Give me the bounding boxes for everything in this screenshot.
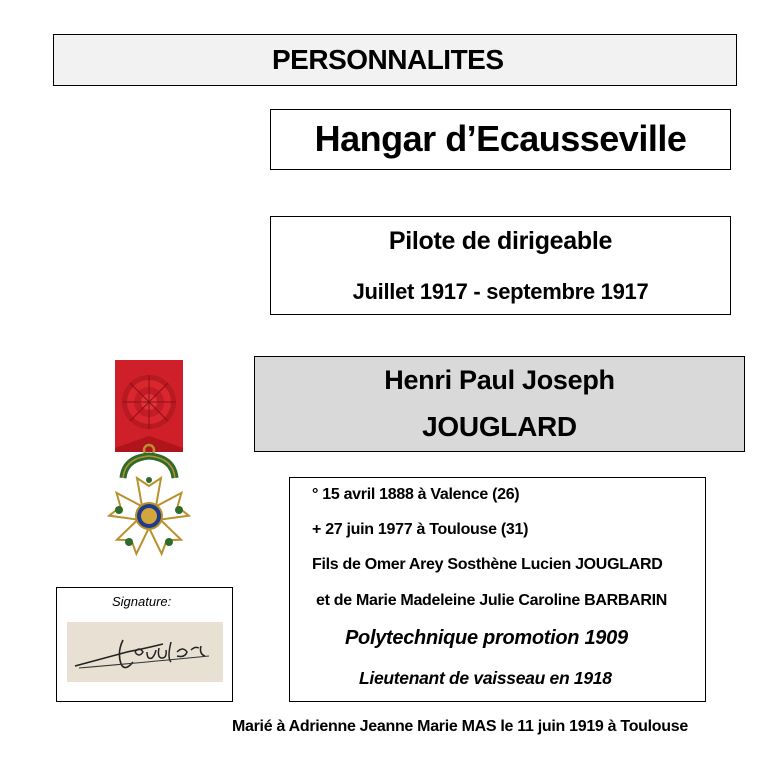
header-banner xyxy=(53,34,737,86)
name-box xyxy=(254,356,745,452)
place-title-box xyxy=(270,109,731,170)
father-line: Fils de Omer Arey Sosthène Lucien JOUGLARD xyxy=(312,556,663,573)
rank-line: Lieutenant de vaisseau en 1918 xyxy=(359,668,612,688)
death-line: + 27 juin 1977 à Toulouse (31) xyxy=(312,521,529,538)
birth-line: ° 15 avril 1888 à Valence (26) xyxy=(312,486,520,503)
header-title: PERSONNALITES xyxy=(272,44,504,75)
place-title: Hangar d’Ecausseville xyxy=(314,118,687,159)
given-names: Henri Paul Joseph xyxy=(384,365,615,395)
surname: JOUGLARD xyxy=(422,411,577,442)
role-title: Pilote de dirigeable xyxy=(388,227,613,255)
role-box xyxy=(270,216,731,315)
signature-box xyxy=(56,587,233,702)
marriage-line: Marié à Adrienne Jeanne Marie MAS le 11 juin 1919 à Toulouse xyxy=(232,718,688,735)
school-line: Polytechnique promotion 1909 xyxy=(345,627,628,649)
signature-image xyxy=(67,622,223,682)
signature-label: Signature: xyxy=(112,594,172,609)
role-period: Juillet 1917 - septembre 1917 xyxy=(352,279,649,304)
mother-line: et de Marie Madeleine Julie Caroline BARBARIN xyxy=(316,592,668,609)
biography-box xyxy=(289,477,706,702)
legion-of-honour-medal-icon xyxy=(103,360,195,560)
handwritten-signature xyxy=(67,622,223,682)
